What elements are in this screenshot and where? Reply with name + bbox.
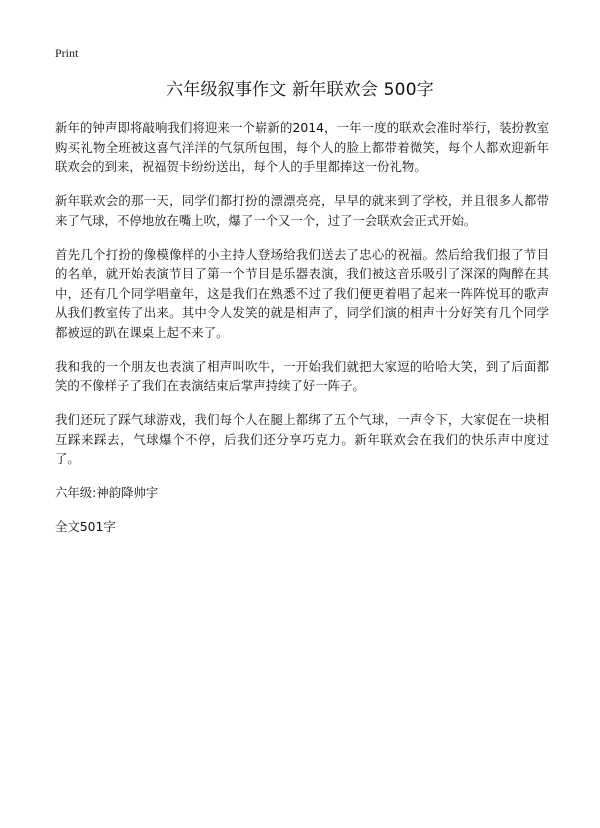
- paragraph-1: 新年的钟声即将敲响我们将迎来一个崭新的2014，一年一度的联欢会准时举行，装扮教室购买礼物全班被这喜气洋洋的气氛所包围，每个人的脸上都带着微笑，每个人都欢迎新年联欢会的到来，祝福贺卡纷纷送出，每个人的手里都捧这一份礼物。: [55, 120, 549, 174]
- paragraph-5: 我们还玩了踩气球游戏，我们每个人在腿上都绑了五个气球，一声令下，大家促在一块相互踩来踩去，气球爆个不停，后我们还分享巧克力。新年联欢会在我们的快乐声中度过了。: [55, 412, 549, 466]
- author-signature: 六年级:神韵降帅宇: [55, 485, 159, 500]
- paragraph-2: 新年联欢会的那一天，同学们都打扮的漂漂亮亮，早早的就来到了学校，并且很多人都带来了气球，不停地放在嘴上吹，爆了一个又一个，过了一会联欢会正式开始。: [55, 193, 549, 228]
- paragraph-3: 首先几个打扮的像模像样的小主持人登场给我们送去了忠心的祝福。然后给我们报了节目的名单，就开始表演节目了第一个节目是乐器表演，我们被这音乐吸引了深深的陶醉在其中，还有几个同学唱童年，这是我们在熟悉不过了我们便更着唱了起来一阵阵悦耳的歌声从我们教室传了出来。其中令人发笑的就是相声了，同学们演的相声十分好笑有几个同学都被逗的趴在课桌上起不来了。: [55, 246, 549, 340]
- paragraph-4: 我和我的一个朋友也表演了相声叫吹牛，一开始我们就把大家逗的哈哈大笑，到了后面都笑的不像样子了我们在表演结束后掌声持续了好一阵子。: [55, 358, 549, 393]
- page-title: 六年级叙事作文 新年联欢会 500字: [166, 80, 434, 100]
- word-count: 全文501字: [55, 519, 116, 534]
- article-body: [55, 118, 549, 551]
- print-link[interactable]: Print: [55, 46, 79, 60]
